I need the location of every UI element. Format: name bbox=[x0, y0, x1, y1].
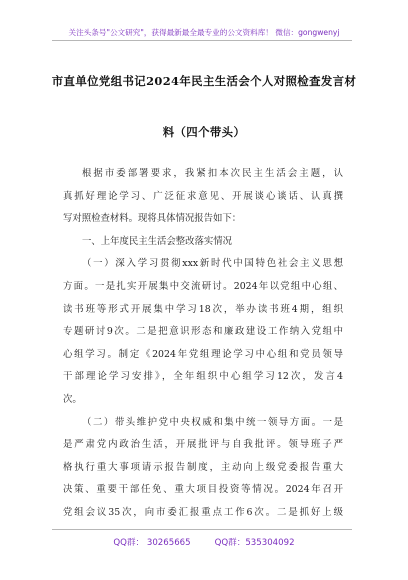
banner-text: 关注头条号"公文研究"，获得最新最全最专业的公文资料库！ 微信：gongwenyj bbox=[68, 28, 340, 37]
header-divider bbox=[52, 40, 352, 41]
document-title-line-1: 市直单位党组书记2024年民主生活会个人对照检查发言材 bbox=[51, 74, 357, 88]
body-line: （二）带头维护党中央权威和集中统一领导方面。一是 bbox=[82, 416, 343, 428]
body-line: 读书班等形式开展集中学习18次，举办读书班4期，组织 bbox=[63, 303, 343, 315]
document-body bbox=[63, 163, 343, 525]
body-line: 党组会议35次，向市委汇报重点工作6次。二是抓好上级 bbox=[63, 506, 343, 518]
body-line: 根据市委部署要求，我紧扣本次民主生活会主题，认 bbox=[82, 168, 343, 179]
document-title-line-2: 料（四个带头） bbox=[162, 125, 246, 139]
body-line: 决策、重要干部任免、重大项目投资等情况。2024年召开 bbox=[63, 484, 343, 496]
body-line: （一）深入学习贯彻xxx新时代中国特色社会主义思想 bbox=[82, 258, 343, 270]
body-line: 真抓好理论学习、广泛征求意见、开展谈心谈话、认真撰 bbox=[63, 190, 343, 202]
section-heading: 一、上年度民主生活会整改落实情况 bbox=[82, 235, 233, 247]
body-line: 专题研讨9次。二是把意识形态和廉政建设工作纳入党组中 bbox=[63, 326, 343, 338]
footer bbox=[0, 536, 408, 548]
footer-divider bbox=[52, 529, 352, 530]
body-line: 干部理论学习安排》，全年组织中心组学习12次，发言4 bbox=[63, 371, 343, 383]
footer-qq-group-2: QQ群：535304092 bbox=[214, 538, 295, 548]
body-line: 是严肃党内政治生活，开展批评与自我批评。领导班子严 bbox=[63, 439, 343, 451]
body-line: 格执行重大事项请示报告制度，主动向上级党委报告重大 bbox=[63, 461, 343, 473]
body-line: 次。 bbox=[63, 393, 82, 405]
body-line: 写对照检查材料。现将具体情况报告如下： bbox=[63, 213, 242, 225]
body-line: 方面。一是扎实开展集中交流研讨。2024年以党组中心组、 bbox=[63, 280, 343, 292]
header-banner bbox=[0, 0, 408, 62]
body-line: 心组学习。制定《2024年党组理论学习中心组和党员领导 bbox=[63, 348, 343, 360]
footer-qq-group-1: QQ群： 30265665 bbox=[113, 538, 191, 548]
